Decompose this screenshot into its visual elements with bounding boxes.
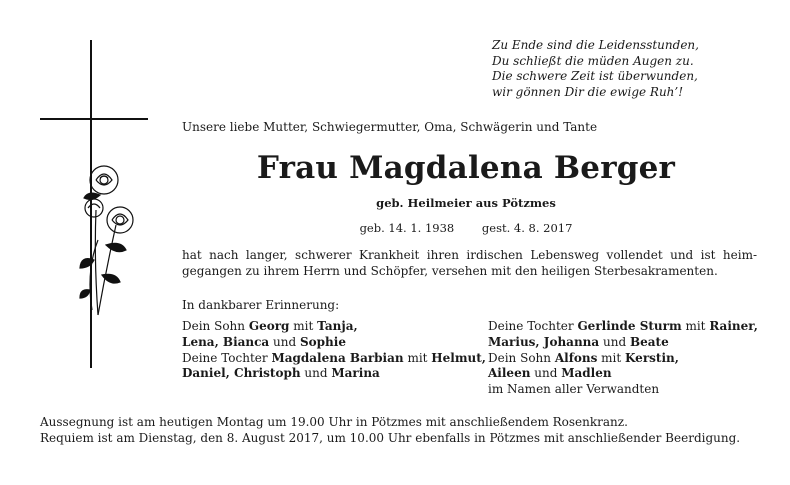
mourner-line: Dein Sohn Georg mit Tanja, <box>182 319 358 333</box>
rose-bouquet-icon <box>76 150 136 320</box>
memory-heading: In dankbarer Erinnerung: <box>182 298 340 312</box>
service-line: Aussegnung ist am heutigen Montag um 19.00 Uhr in Pötzmes mit anschließendem Rosenkranz. <box>40 415 628 429</box>
obituary-text: hat nach langer, schwerer Krankheit ihren irdischen Lebensweg vollendet und ist heim-gegangen zu ihrem Herrn und Schöpfer, versehen mit den heiligen Sterbesakramenten. <box>182 248 757 278</box>
intro-line: Unsere liebe Mutter, Schwiegermutter, Oma, Schwägerin und Tante <box>182 120 598 134</box>
mourner-line: Aileen und Madlen <box>488 366 612 381</box>
mourner-line: Deine Tochter Gerlinde Sturm mit Rainer, <box>488 319 758 333</box>
maiden-name: geb. Heilmeier aus Pötzmes <box>376 196 556 210</box>
poem-line: wir gönnen Dir die ewige Ruh’! <box>492 84 684 99</box>
poem-line: Die schwere Zeit ist überwunden, <box>492 69 698 83</box>
mourner-line: Marius, Johanna und Beate <box>488 334 669 349</box>
life-dates <box>178 221 754 235</box>
cross-icon-horizontal <box>40 118 148 120</box>
death-date: gest. 4. 8. 2017 <box>481 221 573 235</box>
birth-date: geb. 14. 1. 1938 <box>359 221 455 235</box>
poem-line: Du schließt die müden Augen zu. <box>492 53 694 68</box>
mourner-line: im Namen aller Verwandten <box>488 382 660 397</box>
mourners-left <box>182 319 486 382</box>
mourner-line: Daniel, Christoph und Marina <box>182 366 380 381</box>
poem <box>492 38 752 100</box>
deceased-name: Frau Magdalena Berger <box>256 150 676 186</box>
mourner-line: Lena, Bianca und Sophie <box>182 334 346 349</box>
service-line: Requiem ist am Dienstag, den 8. August 2017, um 10.00 Uhr ebenfalls in Pötzmes mit anschließender Beerdigung. <box>40 431 741 445</box>
mourner-line: Deine Tochter Magdalena Barbian mit Helmut, <box>182 350 486 365</box>
mourner-line: Dein Sohn Alfons mit Kerstin, <box>488 350 679 365</box>
poem-line: Zu Ende sind die Leidensstunden, <box>492 38 699 52</box>
service-info <box>40 414 740 446</box>
mourners-right <box>488 319 758 398</box>
